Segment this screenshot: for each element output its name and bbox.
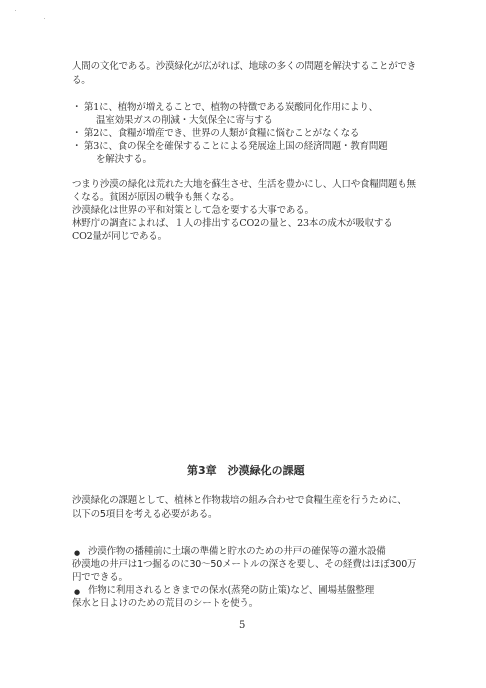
bullet-text: 第3に、食の保全を確保することによる発展途上国の経済問題・教育問題 — [84, 141, 388, 152]
closing-line: 林野庁の調査によれば、１人の排出するCO2の量と、23本の成木が吸収する — [72, 218, 393, 229]
closing-line: CO2量が同じである。 — [72, 231, 167, 242]
bullet-text: を解決する。 — [96, 154, 152, 165]
bullet-marker: ・ — [72, 102, 82, 113]
closing-line: 沙漠緑化は世界の平和対策として急を要する大事である。 — [72, 205, 314, 216]
intro-line: 人間の文化である。沙漠緑化が広がれば、地球の多くの問題を解決することができ — [72, 61, 417, 72]
intro-line: る。 — [72, 75, 91, 86]
section-intro-line: 沙漠緑化の課題として、植林と作物栽培の組み合わせで食糧生産を行うために、 — [72, 495, 407, 506]
bullet-dot: ● — [74, 549, 81, 557]
closing-line: つまり沙漠の緑化は荒れた大地を蘇生させ、生活を豊かにし、人口や食糧問題も無 — [72, 179, 416, 190]
bullet-marker: ・ — [72, 141, 82, 152]
item-line: 作物に利用されるときまでの保水(蒸発の防止策)など、圃場基盤整理 — [88, 585, 375, 596]
item-line: 保水と日よけのための荒目のシートを使う。 — [72, 598, 259, 609]
bullet-text: 第1に、植物が増えることで、植物の特徴である炭酸同化作用により、 — [84, 102, 378, 113]
bullet-text: 第2に、食糧が増産でき、世界の人類が食糧に悩むことがなくなる — [84, 128, 360, 139]
page-number: 5 — [239, 620, 246, 631]
closing-line: くなる。貧困が原因の戦争も無くなる。 — [72, 192, 240, 203]
bullet-marker: ・ — [72, 128, 82, 139]
bullet-text: 温室効果ガスの削減・大気保全に寄与する — [96, 115, 273, 126]
item-line: 砂漠地の井戸は1つ掘るのに30〜50メートルの深さを要し、その経費はほぼ300万 — [72, 559, 417, 570]
item-line: 円でできる。 — [72, 572, 128, 583]
item-line: 沙漠作物の播種前に土壌の準備と貯水のための井戸の確保等の灌水設備 — [88, 546, 386, 557]
scan-speck — [15, 10, 16, 11]
chapter-heading: 第3章 沙漠緑化の課題 — [187, 464, 305, 477]
section-intro-line: 以下の5項目を考える必要がある。 — [72, 509, 218, 520]
scan-speck — [44, 18, 45, 19]
bullet-dot: ● — [74, 588, 81, 596]
